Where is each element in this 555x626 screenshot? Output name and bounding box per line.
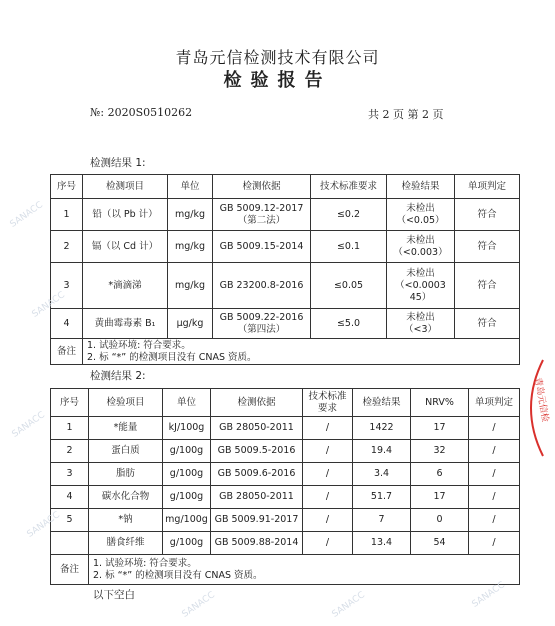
cell-result: 51.7 bbox=[353, 486, 411, 509]
cell-result bbox=[387, 309, 455, 339]
table-row bbox=[51, 199, 520, 231]
cell-no: 5 bbox=[51, 509, 89, 532]
cell-result bbox=[387, 199, 455, 231]
cell-judge: 符合 bbox=[455, 231, 520, 263]
cell-judge: / bbox=[469, 463, 520, 486]
col-header: 单位 bbox=[168, 175, 213, 199]
col-header: 序号 bbox=[51, 175, 83, 199]
cell-no: 2 bbox=[51, 231, 83, 263]
cell-item: 脂肪 bbox=[89, 463, 163, 486]
svg-text:青岛元信检: 青岛元信检 bbox=[532, 376, 550, 423]
result-line: （<0.0003 45） bbox=[395, 279, 446, 303]
cell-standard: ≤0.05 bbox=[311, 263, 387, 309]
col-header: 检验项目 bbox=[89, 389, 163, 417]
cell-basis bbox=[213, 263, 311, 309]
notes-content bbox=[89, 555, 520, 585]
page-info: 共 2 页 第 2 页 bbox=[368, 108, 444, 121]
col-header: 单位 bbox=[163, 389, 211, 417]
table-row bbox=[51, 486, 520, 509]
cell-unit: mg/kg bbox=[168, 199, 213, 231]
cell-unit: mg/kg bbox=[168, 231, 213, 263]
cell-basis bbox=[213, 231, 311, 263]
basis-line: GB 5009.15-2014 bbox=[219, 240, 304, 252]
basis-line: （第四法） bbox=[237, 323, 286, 335]
watermark-text: SANACC bbox=[330, 590, 367, 620]
col-header: NRV% bbox=[411, 389, 469, 417]
cell-basis: GB 28050-2011 bbox=[211, 486, 303, 509]
cell-unit: mg/kg bbox=[168, 263, 213, 309]
cell-unit: g/100g bbox=[163, 440, 211, 463]
cell-no: 3 bbox=[51, 463, 89, 486]
watermark-text: SANACC bbox=[470, 580, 507, 610]
note-line: 1. 试验环境: 符合要求。 bbox=[93, 557, 197, 569]
col-header: 技术标准要求 bbox=[303, 389, 353, 417]
table-row bbox=[51, 417, 520, 440]
cell-item: 蛋白质 bbox=[89, 440, 163, 463]
cell-nrv: 32 bbox=[411, 440, 469, 463]
cell-judge: / bbox=[469, 509, 520, 532]
cell-standard: / bbox=[303, 417, 353, 440]
col-header: 检测依据 bbox=[211, 389, 303, 417]
cell-result: 3.4 bbox=[353, 463, 411, 486]
table-row bbox=[51, 309, 520, 339]
result-line: （<3） bbox=[403, 323, 437, 335]
cell-nrv: 6 bbox=[411, 463, 469, 486]
cell-result bbox=[387, 263, 455, 309]
cell-result: 13.4 bbox=[353, 532, 411, 555]
cell-basis: GB 5009.6-2016 bbox=[211, 463, 303, 486]
result-line: 未检出 bbox=[406, 267, 435, 279]
cell-no bbox=[51, 532, 89, 555]
cell-item: 碳水化合物 bbox=[89, 486, 163, 509]
cell-no: 2 bbox=[51, 440, 89, 463]
cell-judge: / bbox=[469, 532, 520, 555]
col-header: 序号 bbox=[51, 389, 89, 417]
watermark-text: SANACC bbox=[180, 590, 217, 620]
end-of-content: 以下空白 bbox=[93, 589, 135, 601]
cell-result bbox=[387, 231, 455, 263]
basis-line: GB 5009.22-2016 bbox=[219, 311, 304, 323]
col-header: 技术标准要求 bbox=[311, 175, 387, 199]
cell-unit: mg/100g bbox=[163, 509, 211, 532]
col-header: 检验结果 bbox=[353, 389, 411, 417]
table-row bbox=[51, 509, 520, 532]
watermark-text: SANACC bbox=[25, 510, 62, 540]
cell-no: 4 bbox=[51, 486, 89, 509]
note-line: 2. 标 “*” 的检测项目没有 CNAS 资质。 bbox=[93, 569, 263, 581]
cell-no: 4 bbox=[51, 309, 83, 339]
cell-standard: / bbox=[303, 486, 353, 509]
col-header: 检测依据 bbox=[213, 175, 311, 199]
cell-judge: 符合 bbox=[455, 263, 520, 309]
cell-judge: 符合 bbox=[455, 199, 520, 231]
table-row bbox=[51, 231, 520, 263]
cell-basis: GB 5009.91-2017 bbox=[211, 509, 303, 532]
result-line: （<0.05） bbox=[396, 214, 445, 226]
cell-item: *钠 bbox=[89, 509, 163, 532]
cell-unit: μg/kg bbox=[168, 309, 213, 339]
cell-standard: ≤0.1 bbox=[311, 231, 387, 263]
section2-title: 检测结果 2: bbox=[90, 370, 146, 382]
cell-standard: / bbox=[303, 532, 353, 555]
notes-row bbox=[51, 555, 520, 585]
notes-label: 备注 bbox=[51, 339, 83, 365]
cell-standard: ≤0.2 bbox=[311, 199, 387, 231]
result-line: （<0.003） bbox=[393, 246, 448, 258]
official-seal-icon bbox=[513, 358, 550, 458]
cell-basis: GB 5009.5-2016 bbox=[211, 440, 303, 463]
notes-row bbox=[51, 339, 520, 365]
cell-judge: / bbox=[469, 486, 520, 509]
cell-item: *能量 bbox=[89, 417, 163, 440]
cell-standard: ≤5.0 bbox=[311, 309, 387, 339]
cell-no: 3 bbox=[51, 263, 83, 309]
report-title: 检验报告 bbox=[223, 70, 332, 91]
table-header-row bbox=[51, 389, 520, 417]
cell-standard: / bbox=[303, 509, 353, 532]
col-header: 检验结果 bbox=[387, 175, 455, 199]
cell-item: 镉（以 Cd 计） bbox=[83, 231, 168, 263]
table-row bbox=[51, 463, 520, 486]
results-table-1 bbox=[50, 174, 520, 365]
cell-item: 铅（以 Pb 计） bbox=[83, 199, 168, 231]
cell-result: 1422 bbox=[353, 417, 411, 440]
cell-item: 黄曲霉毒素 B₁ bbox=[83, 309, 168, 339]
cell-basis bbox=[213, 309, 311, 339]
watermark-text: SANACC bbox=[8, 200, 45, 230]
cell-standard: / bbox=[303, 463, 353, 486]
cell-no: 1 bbox=[51, 417, 89, 440]
cell-judge: / bbox=[469, 417, 520, 440]
cell-item: 膳食纤维 bbox=[89, 532, 163, 555]
col-header: 检测项目 bbox=[83, 175, 168, 199]
section1-title: 检测结果 1: bbox=[90, 157, 146, 169]
cell-unit: g/100g bbox=[163, 486, 211, 509]
table-row bbox=[51, 440, 520, 463]
table-header-row bbox=[51, 175, 520, 199]
cell-unit: g/100g bbox=[163, 532, 211, 555]
basis-line: GB 23200.8-2016 bbox=[219, 279, 304, 291]
cell-basis: GB 5009.88-2014 bbox=[211, 532, 303, 555]
cell-nrv: 17 bbox=[411, 417, 469, 440]
report-number: №: 2020S0510262 bbox=[90, 106, 193, 119]
watermark-text: SANACC bbox=[30, 290, 67, 320]
col-header: 单项判定 bbox=[455, 175, 520, 199]
table-row bbox=[51, 532, 520, 555]
cell-unit: kJ/100g bbox=[163, 417, 211, 440]
result-line: 未检出 bbox=[406, 202, 435, 214]
cell-nrv: 0 bbox=[411, 509, 469, 532]
cell-result: 7 bbox=[353, 509, 411, 532]
cell-result: 19.4 bbox=[353, 440, 411, 463]
result-line: 未检出 bbox=[406, 234, 435, 246]
basis-line: （第二法） bbox=[237, 214, 286, 226]
cell-nrv: 17 bbox=[411, 486, 469, 509]
basis-line: GB 5009.12-2017 bbox=[219, 202, 304, 214]
note-line: 2. 标 “*” 的检测项目没有 CNAS 资质。 bbox=[87, 351, 257, 363]
cell-nrv: 54 bbox=[411, 532, 469, 555]
note-line: 1. 试验环境: 符合要求。 bbox=[87, 339, 191, 351]
result-line: 未检出 bbox=[406, 311, 435, 323]
notes-content bbox=[83, 339, 520, 365]
cell-standard: / bbox=[303, 440, 353, 463]
results-table-2 bbox=[50, 388, 520, 585]
organization-name: 青岛元信检测技术有限公司 bbox=[175, 48, 380, 67]
cell-judge: / bbox=[469, 440, 520, 463]
cell-no: 1 bbox=[51, 199, 83, 231]
table-row bbox=[51, 263, 520, 309]
cell-basis: GB 28050-2011 bbox=[211, 417, 303, 440]
cell-basis bbox=[213, 199, 311, 231]
cell-unit: g/100g bbox=[163, 463, 211, 486]
watermark-text: SANACC bbox=[10, 410, 47, 440]
notes-label: 备注 bbox=[51, 555, 89, 585]
cell-judge: 符合 bbox=[455, 309, 520, 339]
cell-item: *滴滴涕 bbox=[83, 263, 168, 309]
col-header: 单项判定 bbox=[469, 389, 520, 417]
